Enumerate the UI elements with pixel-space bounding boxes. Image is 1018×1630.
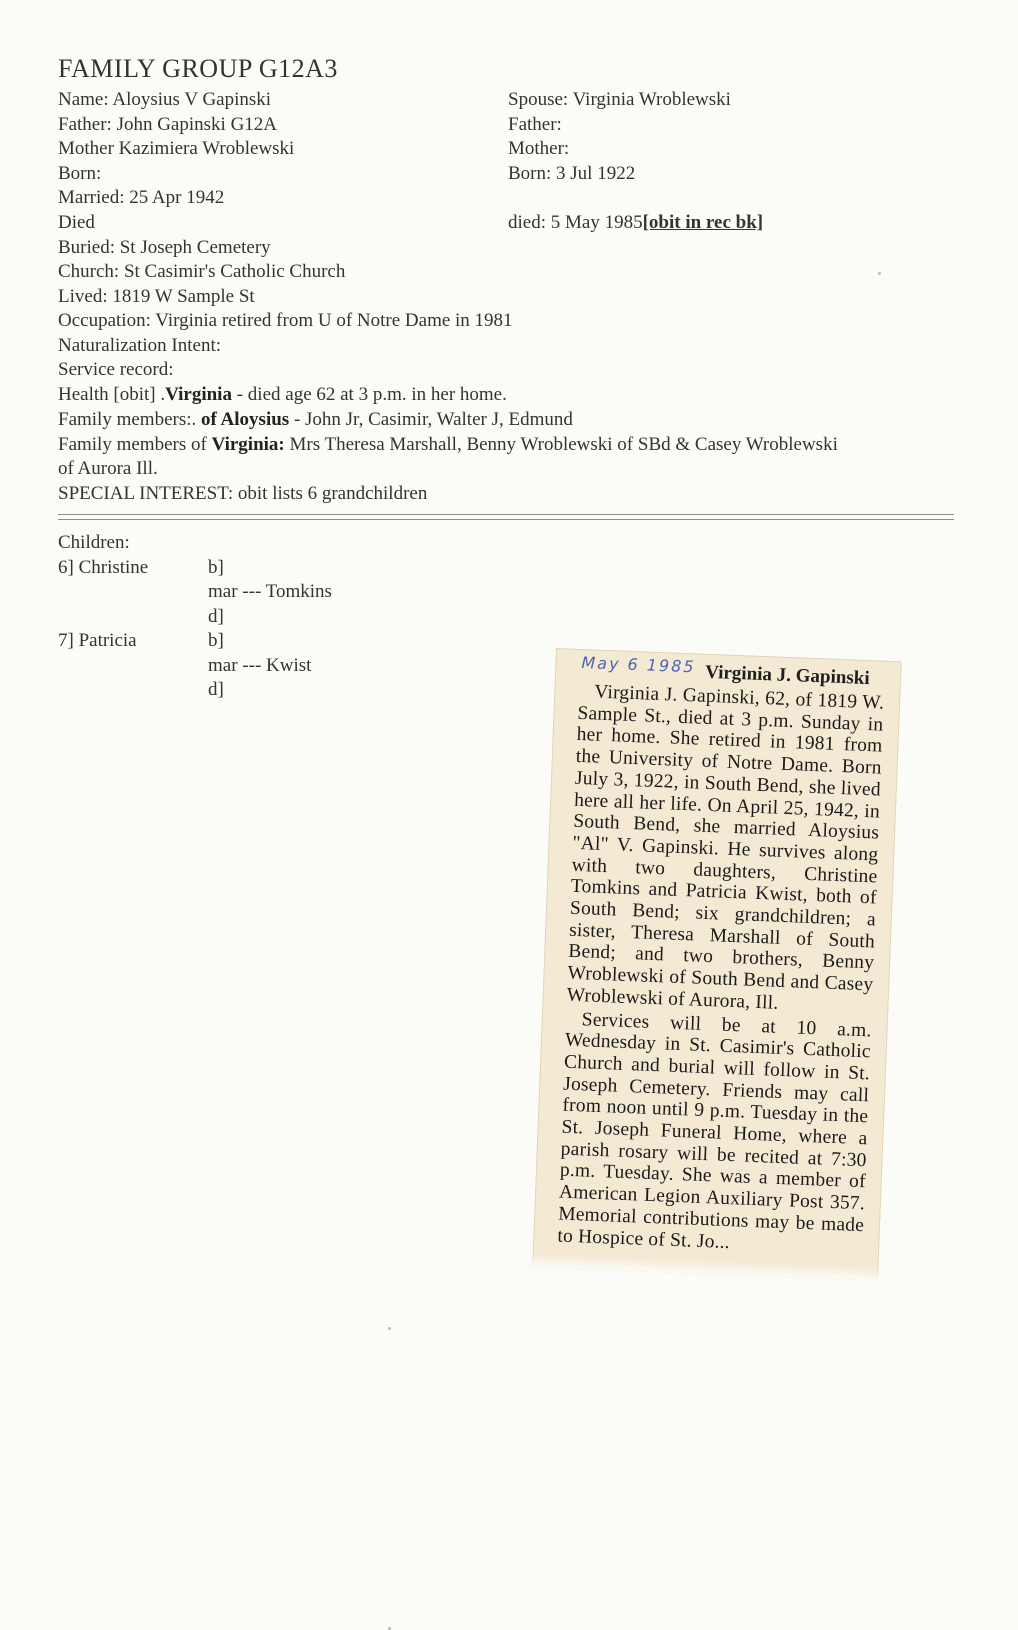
husband-mother: Mother Kazimiera Wroblewski (58, 138, 295, 159)
child-married: mar --- Tomkins (208, 581, 332, 602)
health-line (58, 383, 507, 407)
children-heading: Children: (58, 532, 130, 553)
child-died: d] (208, 679, 224, 700)
child-name: 6] Christine (58, 557, 149, 578)
health-text: - died age 62 at 3 p.m. in her home. (231, 384, 507, 405)
handwritten-date: May 6 1985 (581, 652, 696, 677)
husband-father: Father: John Gapinski G12A (58, 114, 278, 135)
family-aloysius-line (58, 408, 573, 432)
buried: Buried: St Joseph Cemetery (58, 237, 271, 258)
married-date: Married: 25 Apr 1942 (58, 187, 225, 208)
obituary-headline: Virginia J. Gapinski (704, 661, 871, 690)
special-interest: SPECIAL INTEREST: obit lists 6 grandchildren (58, 483, 428, 504)
husband-died: Died (58, 212, 95, 233)
obit-link[interactable]: [obit in rec bk] (642, 212, 764, 233)
spouse-died-line (508, 211, 763, 235)
family-virginia-prefix: Family members of (58, 434, 212, 455)
spouse-died: died: 5 May 1985 (508, 212, 643, 233)
naturalization: Naturalization Intent: (58, 335, 222, 356)
health-prefix: Health [obit] . (58, 384, 166, 405)
family-virginia-text: Mrs Theresa Marshall, Benny Wroblewski of SBd & Casey Wroblewski (284, 434, 838, 455)
family-aloysius-name: of Aloysius (201, 409, 290, 430)
obituary-paragraph: Virginia J. Gapinski, 62, of 1819 W. Sample St., died at 3 p.m. Sunday in her home. She retired in 1981 from the University of Notre Dame. Born July 3, 1922, in South Bend, she lived here all her life. On April 25, 1942, in South Bend, she married Aloysius "Al" V. Gapinski. He survives along with two daughters, Christine Tomkins and Patricia Kwist, both of South Bend; six grandchildren; a sister, Theresa Marshall of South Bend; and two brothers, Benny Wroblewski of South Bend and Casey Wroblewski of Aurora, Ill. (566, 681, 885, 1014)
spouse-name: Spouse: Virginia Wroblewski (508, 89, 731, 110)
scan-speck (878, 272, 881, 275)
husband-born: Born: (58, 163, 102, 184)
family-aloysius-prefix: Family members:. (58, 409, 202, 430)
child-name: 7] Patricia (58, 630, 137, 651)
child-died: d] (208, 606, 224, 627)
health-name: Virginia (165, 384, 232, 405)
child-born: b] (208, 630, 224, 651)
spouse-father: Father: (508, 114, 562, 135)
child-married: mar --- Kwist (208, 655, 312, 676)
section-divider (58, 510, 954, 524)
obituary-paragraph: Services will be at 10 a.m. Wednesday in St. Casimir's Catholic Church and burial will follow in St. Joseph Cemetery. Friends may call from noon until 9 p.m. Tuesday in the St. Joseph Funeral Home, where a parish rosary will be recited at 7:30 p.m. Tuesday. She was a member of American Legion Auxiliary Post 357. Memorial contributions may be made to Hospice of St. Jo... (557, 1008, 872, 1253)
scan-speck (388, 1327, 391, 1330)
occupation: Occupation: Virginia retired from U of Notre Dame in 1981 (58, 310, 513, 331)
child-born: b] (208, 557, 224, 578)
spouse-mother: Mother: (508, 138, 570, 159)
obituary-clipping (532, 648, 902, 1281)
obituary-body (557, 681, 885, 1259)
lived: Lived: 1819 W Sample St (58, 286, 255, 307)
husband-name: Name: Aloysius V Gapinski (58, 89, 272, 110)
church: Church: St Casimir's Catholic Church (58, 261, 346, 282)
family-virginia-continuation: of Aurora Ill. (58, 458, 158, 479)
spouse-born: Born: 3 Jul 1922 (508, 163, 636, 184)
family-aloysius-text: - John Jr, Casimir, Walter J, Edmund (289, 409, 573, 430)
service-record: Service record: (58, 359, 174, 380)
family-virginia-line (58, 433, 838, 457)
page-title: FAMILY GROUP G12A3 (58, 54, 338, 83)
family-virginia-name: Virginia: (211, 434, 285, 455)
